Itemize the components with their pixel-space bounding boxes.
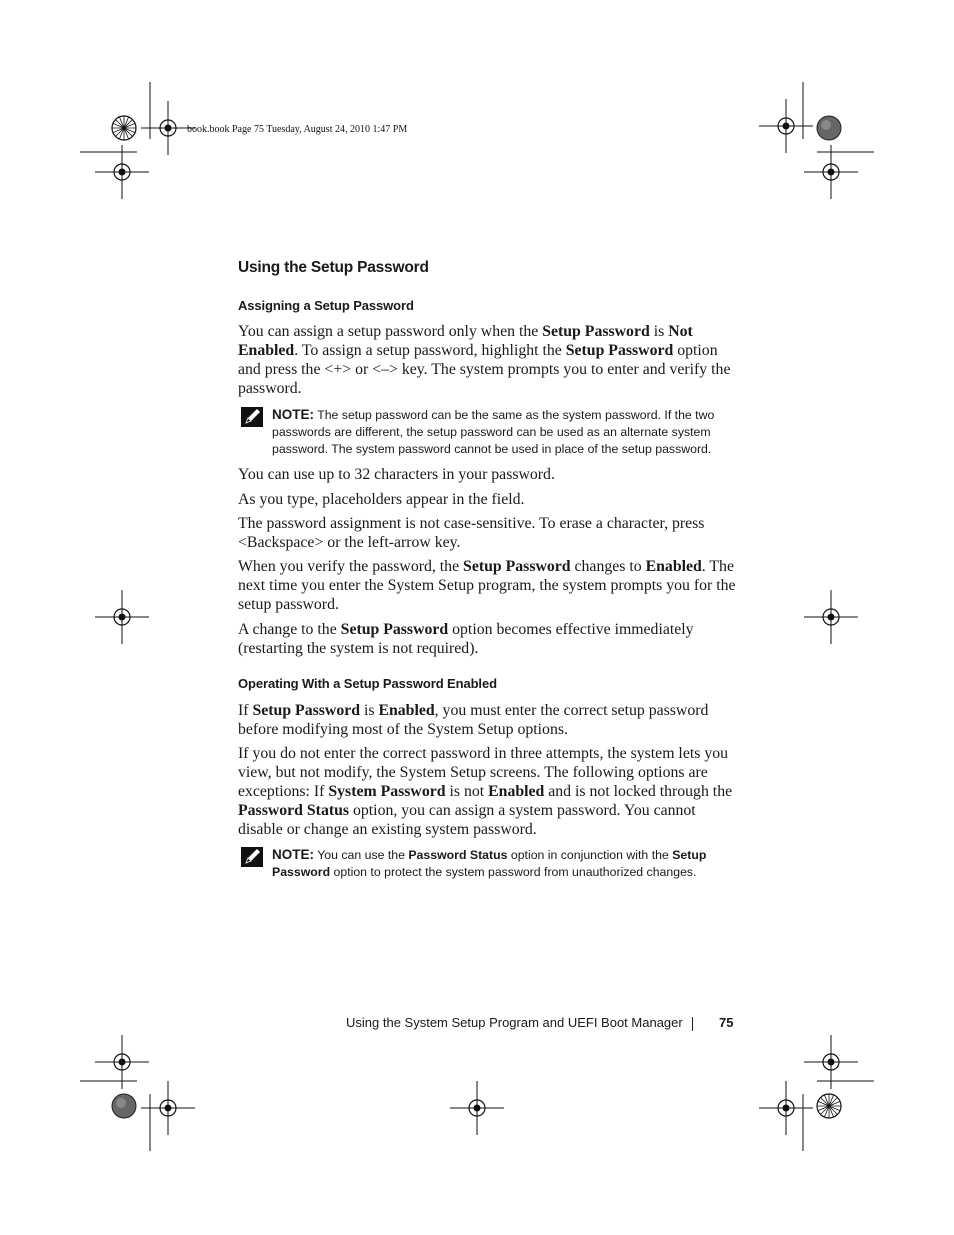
- footer-chapter-title: Using the System Setup Program and UEFI Boot Manager: [346, 1015, 683, 1030]
- note-pencil-icon: [240, 846, 264, 868]
- subsection-title-operating: Operating With a Setup Password Enabled: [238, 676, 497, 691]
- section-title: Using the Setup Password: [238, 259, 429, 276]
- paragraph-max-chars: You can use up to 32 characters in your password.: [238, 466, 555, 483]
- note-password-status: NOTE: You can use the Password Status option in conjunction with the Setup Password option to protect the system password from unauthorized changes.: [272, 847, 707, 879]
- paragraph-case-sensitive: The password assignment is not case-sensitive. To erase a character, press <Backspace> or the left-arrow key.: [238, 515, 705, 551]
- paragraph-enabled: If Setup Password is Enabled, you must enter the correct setup password before modifying most of the System Setup options.: [238, 702, 709, 738]
- footer-divider: [692, 1017, 693, 1031]
- note-pencil-icon: [240, 406, 264, 428]
- paragraph-placeholders: As you type, placeholders appear in the field.: [238, 491, 525, 508]
- note-setup-password: NOTE: The setup password can be the same as the system password. If the two passwords are different, the setup password can be used as an alternate system password. The system password cannot be used in place of the setup password.: [272, 407, 715, 456]
- page-number: 75: [719, 1015, 734, 1030]
- paragraph-verify: When you verify the password, the Setup Password changes to Enabled. The next time you enter the System Setup program, the system prompts you for the setup password.: [238, 558, 736, 613]
- paragraph-assign: You can assign a setup password only when the Setup Password is Not Enabled. To assign a setup password, highlight the Setup Password option and press the <+> or <–> key. The system prompts you to enter and verify the password.: [238, 323, 731, 397]
- slug-line: book.book Page 75 Tuesday, August 24, 2010 1:47 PM: [187, 124, 408, 135]
- paragraph-attempts: If you do not enter the correct password in three attempts, the system lets you view, but not modify, the System Setup screens. The following options are exceptions: If System Password is not Enabled and is not locked through the Password Status option, you can assign a system password. You cannot disable or change an existing system password.: [238, 745, 733, 838]
- paragraph-effective: A change to the Setup Password option becomes effective immediately (restarting the system is not required).: [238, 621, 694, 657]
- subsection-title-assigning: Assigning a Setup Password: [238, 298, 414, 313]
